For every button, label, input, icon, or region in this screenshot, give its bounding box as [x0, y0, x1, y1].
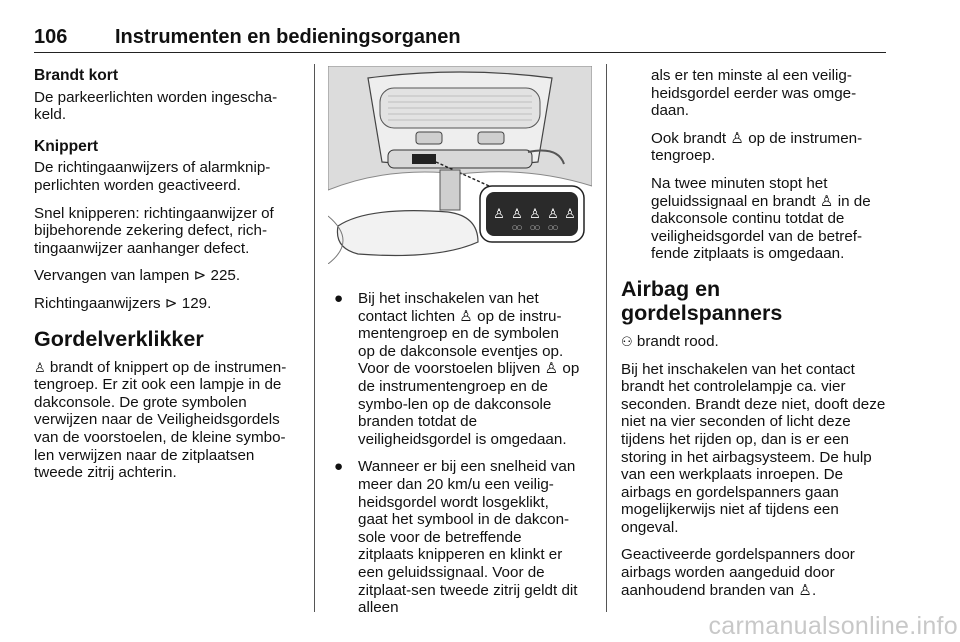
airbag-p2: Geactiveerde gordelspanners door airbags worden aangeduid door aanhoudend branden van ♙.: [621, 546, 855, 599]
seatbelt-icon: ♙: [34, 359, 46, 375]
svg-text:▢▢: ▢▢: [548, 225, 558, 231]
heading-airbag: Airbag en gordelspanners: [621, 276, 783, 325]
knippert-p2: Snel knipperen: richtingaanwijzer of bijbehorende zekering defect, rich-tingaanwijzer aanhanger defect.: [34, 204, 274, 257]
bullet-2-text: Wanneer er bij een snelheid van meer dan 20 km/u een veilig-heidsgordel wordt losgeklikt, gaat het symbool in de dakcon-sole voor de betreffende zitplaats knipperen en klinkt er een geluidssignaal. Voor de zitplaat-sen tweede zitrij geldt dit alleen: [358, 458, 578, 617]
gordel-text-para: [34, 359, 300, 482]
watermark: carmanualsonline.info: [708, 612, 958, 640]
bullet-1-text: Bij het inschakelen van het contact lichten ♙ op de instru-mentengroep en de symbolen op de dakconsole eventjes op. Voor de voorstoelen blijven ♙ op de instrumentengroep en de symbo-len op de dakconsole branden totdat de veiligheidsgordel is omgedaan.: [358, 290, 580, 448]
svg-text:♙: ♙: [529, 207, 541, 222]
svg-text:♙: ♙: [511, 207, 523, 222]
col3-p3: Na twee minuten stopt het geluidssignaal en brandt ♙ in de dakconsole continu totdat de veiligheidsgordel van de betref-fende zitplaats is omgedaan.: [651, 174, 871, 263]
svg-text:▢▢: ▢▢: [512, 225, 522, 231]
knippert-p1: De richtingaanwijzers of alarmknip-perlichten worden geactiveerd.: [34, 159, 271, 194]
airbag-sub: brandt rood.: [632, 332, 719, 350]
column-divider-2: [606, 64, 607, 612]
svg-text:♙: ♙: [547, 207, 559, 222]
bullet-marker: ●: [334, 458, 344, 476]
knippert-p3[interactable]: Vervangen van lampen ⊳ 225.: [34, 267, 241, 285]
page-title: Instrumenten en bedieningsorganen: [115, 26, 461, 48]
list-item: [330, 458, 580, 616]
airbag-sub-para: [621, 333, 886, 351]
column-right: [621, 67, 886, 609]
svg-text:▢▢: ▢▢: [530, 225, 540, 231]
roof-console-illustration: [328, 66, 592, 264]
heading-gordelverklikker: Gordelverklikker: [34, 326, 204, 351]
column-divider-1: [314, 64, 315, 612]
heading-brandt-kort: Brandt kort: [34, 67, 119, 84]
brandt-kort-text: De parkeerlichten worden ingescha-keld.: [34, 88, 278, 124]
gordel-text: brandt of knippert op de instrumen-tengroep. Er zit ook een lampje in de dakconsole. De grote symbolen verwijzen naar de Veiligheidsgordels van de voorstoelen, de kleine symbo-len verwijzen naar de zitplaatsen tweede zitrij achterin.: [34, 358, 287, 482]
heading-knippert: Knippert: [34, 137, 99, 155]
page-header: [34, 22, 886, 53]
airbag-p1: Bij het inschakelen van het contact brandt het controlelampje ca. vier seconden. Brandt deze niet, dooft deze niet na vier seconden of licht deze tijdens het rijden op, dan is er een storing in het airbagsysteem. De hulp van een werkplaats inroepen. De airbags en gordelspanners gaan mogelijkerwijs niet af tijdens een ongeval.: [621, 360, 886, 536]
column-middle: [330, 290, 580, 627]
airbag-icon: ⚇: [621, 333, 633, 349]
list-item: [330, 290, 580, 448]
column-left: [34, 67, 300, 492]
col3-p2: Ook brandt ♙ op de instrumen-tengroep.: [651, 129, 863, 165]
bullet-marker: ●: [334, 290, 344, 307]
continued-text: als er ten minste al een veilig-heidsgordel eerder was omge-daan.: [651, 67, 857, 120]
page-number: 106: [34, 26, 68, 48]
svg-text:♙: ♙: [493, 207, 505, 222]
svg-text:♙: ♙: [564, 207, 576, 222]
knippert-p4[interactable]: Richtingaanwijzers ⊳ 129.: [34, 294, 212, 312]
